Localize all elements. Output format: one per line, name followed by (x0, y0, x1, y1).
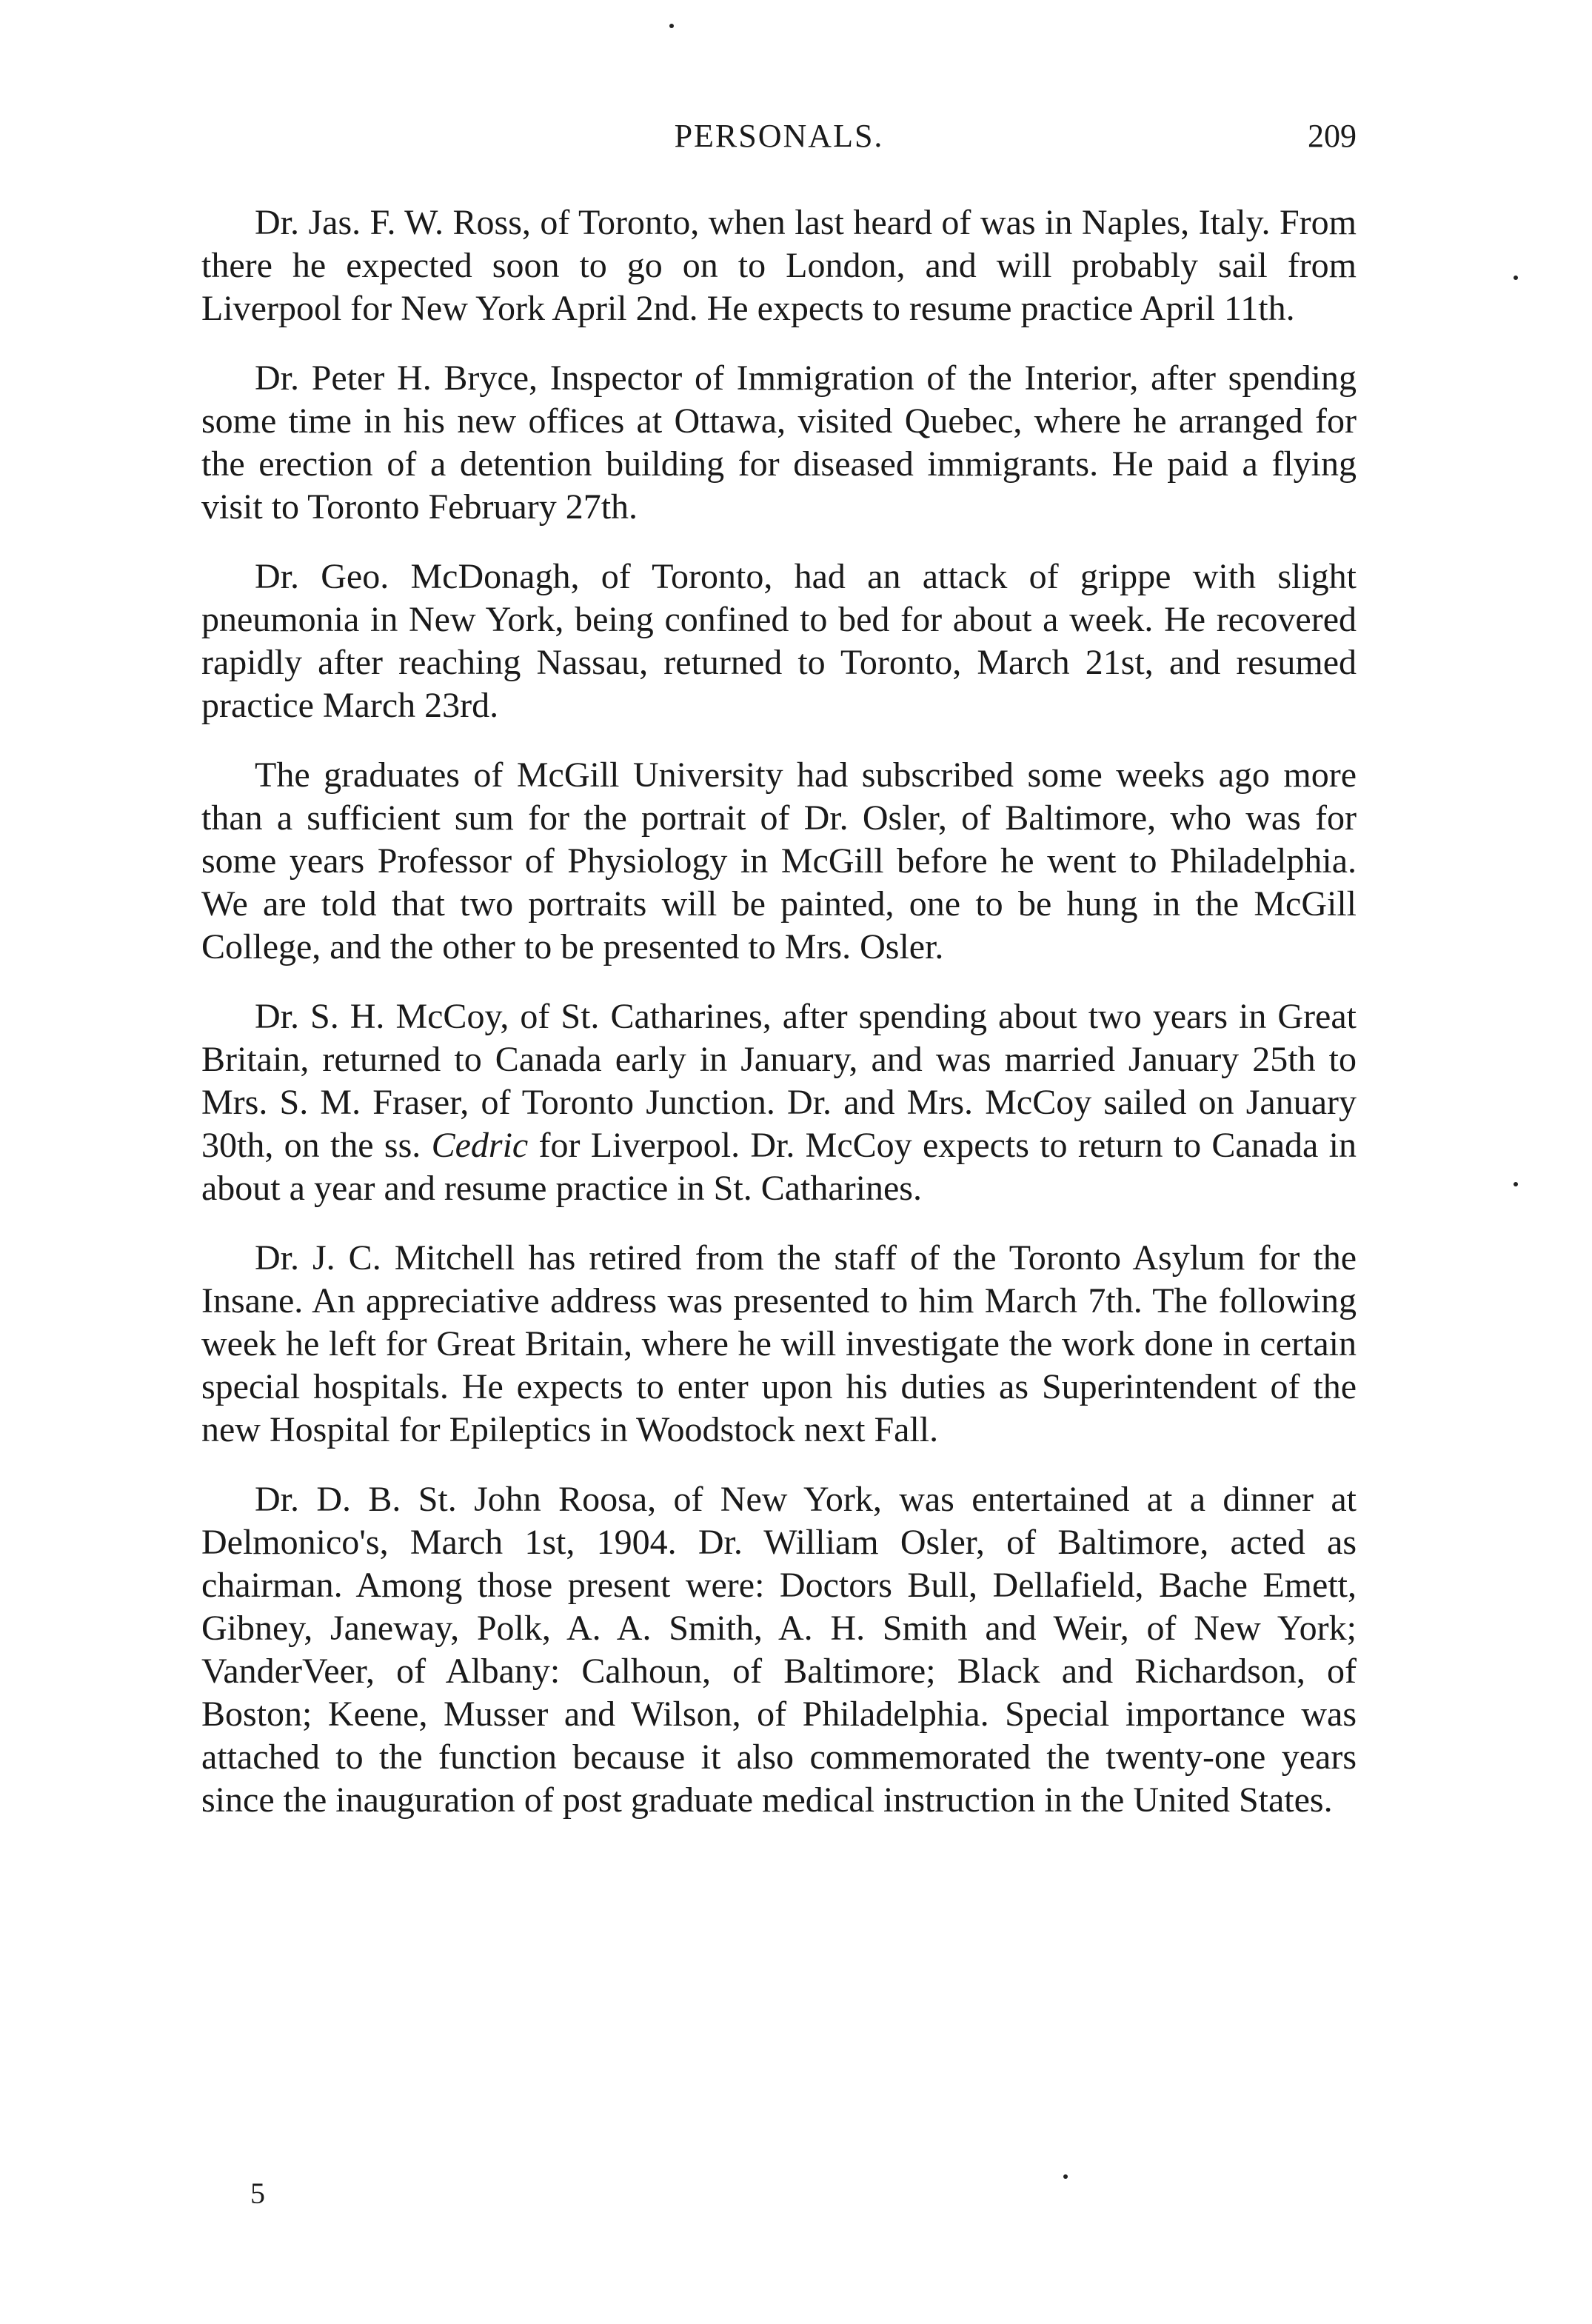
running-head: PERSONALS. (674, 118, 884, 154)
paragraph-mcgill-portrait: The graduates of McGill University had subscribed some weeks ago more than a sufficient sum for the portrait of Dr. Osler, of Baltimore, who was for some years Professor of Physiology in McGill before he went to Philadelphia. We are told that two portraits will be painted, one to be hung in the McGill College, and the other to be presented to Mrs. Osler. (201, 755, 1357, 966)
mccoy-text-part-2: for Liverpool. Dr. McCoy expects to return to Canada in about a year and resume practice in St. Catharines. (201, 1126, 1357, 1208)
print-speck (669, 24, 674, 28)
print-speck (1514, 276, 1518, 280)
paragraph-ross: Dr. Jas. F. W. Ross, of Toronto, when last heard of was in Naples, Italy. From there he expected soon to go on to London, and will probably sail from Liverpool for New York April 2nd. He expects to resume practice April 11th. (201, 203, 1357, 328)
paragraph-roosa: Dr. D. B. St. John Roosa, of New York, was entertained at a dinner at Delmonico's, March 1st, 1904. Dr. William Osler, of Baltimore, acted as chairman. Among those present were: Doctors Bull, Dellafield, Bache Emett, Gibney, Janeway, Polk, A. A. Smith, A. H. Smith and Weir, of New York; VanderVeer, of Albany: Calhoun, of Baltimore; Black and Richardson, of Boston; Keene, Musser and Wilson, of Philadelphia. Special importance was attached to the function because it also commemorated the twenty-one years since the inauguration of post graduate medical instruction in the United States. (201, 1480, 1357, 1820)
ship-name: Cedric (431, 1126, 529, 1165)
page-number: 209 (1308, 118, 1357, 154)
signature-mark: 5 (250, 2177, 265, 2210)
print-speck (1063, 2174, 1068, 2179)
paragraph-mcdonagh: Dr. Geo. McDonagh, of Toronto, had an attack of grippe with slight pneumonia in New York, being confined to bed for about a week. He recovered rapidly after reaching Nassau, returned to Toronto, March 21st, and resumed practice March 23rd. (201, 557, 1357, 725)
mccoy-text-part-1: Dr. S. H. McCoy, of St. Catharines, after spending about two years in Great Britain, returned to Canada early in January, and was married January 25th to Mrs. S. M. Fraser, of Toronto Junction. Dr. and Mrs. McCoy sailed on January 30th, on the ss. (201, 997, 1357, 1165)
paragraph-mitchell: Dr. J. C. Mitchell has retired from the staff of the Toronto Asylum for the Insane. An appreciative address was presented to him March 7th. The following week he left for Great Britain, where he will investigate the work done in certain special hospitals. He expects to enter upon his duties as Superintendent of the new Hospital for Epileptics in Woodstock next Fall. (201, 1238, 1357, 1449)
paragraph-bryce: Dr. Peter H. Bryce, Inspector of Immigration of the Interior, after spending some time in his new offices at Ottawa, visited Quebec, where he arranged for the erection of a detention building for diseased immigrants. He paid a flying visit to Toronto February 27th. (201, 358, 1357, 527)
body-text (201, 201, 1357, 1849)
page-header (201, 117, 1357, 164)
paragraph-mccoy (201, 995, 1357, 1210)
print-speck (1514, 1182, 1518, 1186)
